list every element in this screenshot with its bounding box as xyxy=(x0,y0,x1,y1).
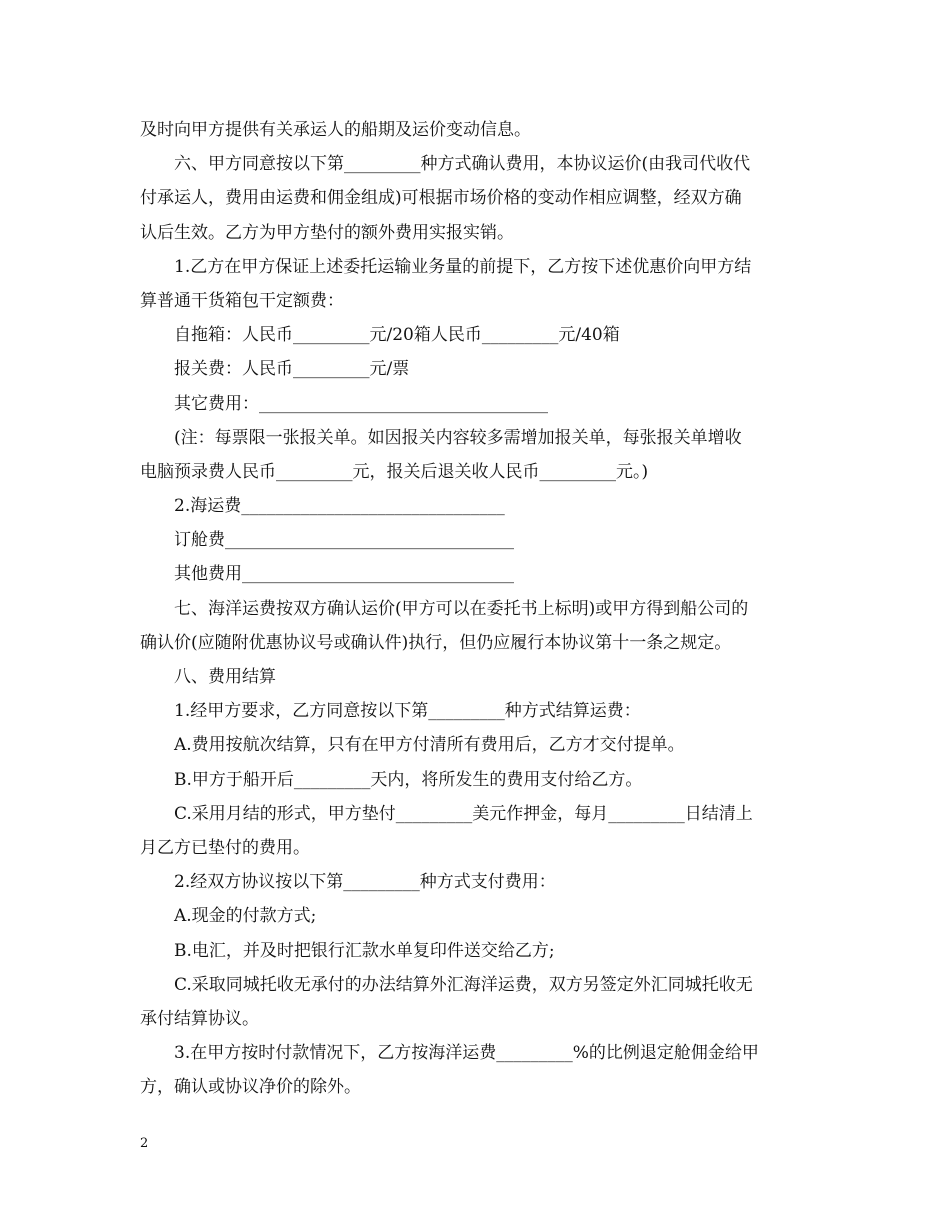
text-line: 认后生效。乙方为甲方垫付的额外费用实报实销。 xyxy=(140,222,514,243)
text-line: 报关费：人民币_________元/票 xyxy=(174,359,410,380)
text-line: 承付结算协议。 xyxy=(140,1008,259,1029)
text-line: 2.海运费_______________________________ xyxy=(174,496,505,517)
text-line: 订舱费__________________________________ xyxy=(174,530,514,551)
text-line: B.电汇，并及时把银行汇款水单复印件送交给乙方; xyxy=(174,940,555,961)
text-line: 算普通干货箱包干定额费： xyxy=(140,290,344,311)
text-line: 方，确认或协议净价的除外。 xyxy=(140,1077,361,1098)
text-line: 七、海洋运费按双方确认运价(甲方可以在委托书上标明)或甲方得到船公司的 xyxy=(174,598,749,619)
text-line: B.甲方于船开后_________天内，将所发生的费用支付给乙方。 xyxy=(174,769,643,790)
text-line: 2.经双方协议按以下第_________种方式支付费用： xyxy=(174,872,556,893)
text-line: 月乙方已垫付的费用。 xyxy=(140,837,310,858)
text-line: 八、费用结算 xyxy=(174,667,276,687)
text-line: 电脑预录费人民币_________元，报关后退关收人民币_________元。) xyxy=(140,461,649,482)
text-line: C.采用月结的形式，甲方垫付_________美元作押金，每月_________日结清上 xyxy=(174,803,753,824)
page-number: 2 xyxy=(140,1136,149,1151)
text-line: A.现金的付款方式; xyxy=(174,906,317,927)
text-line: A.费用按航次结算，只有在甲方付清所有费用后，乙方才交付提单。 xyxy=(174,735,685,756)
text-line: (注：每票限一张报关单。如因报关内容较多需增加报关单，每张报关单增收 xyxy=(174,427,742,448)
text-line: 自拖箱：人民币_________元/20箱人民币_________元/40箱 xyxy=(174,325,620,346)
text-line: C.采取同城托收无承付的办法结算外汇海洋运费，双方另签定外汇同城托收无 xyxy=(174,974,753,995)
text-line: 及时向甲方提供有关承运人的船期及运价变动信息。 xyxy=(140,120,531,140)
text-line: 六、甲方同意按以下第_________种方式确认费用，本协议运价(由我司代收代 xyxy=(174,154,751,175)
text-line: 确认价(应随附优惠协议号或确认件)执行，但仍应履行本协议第十一条之规定。 xyxy=(140,632,732,653)
document-body xyxy=(140,113,820,1104)
text-line: 3.在甲方按时付款情况下，乙方按海洋运费_________%的比例退定舱佣金给甲 xyxy=(174,1043,759,1064)
text-line: 1.经甲方要求，乙方同意按以下第_________种方式结算运费： xyxy=(174,701,641,722)
text-line: 付承运人，费用由运费和佣金组成)可根据市场价格的变动作相应调整，经双方确 xyxy=(140,188,742,209)
text-line: 1.乙方在甲方保证上述委托运输业务量的前提下，乙方按下述优惠价向甲方结 xyxy=(174,256,752,277)
text-line: 其它费用：__________________________________ xyxy=(174,393,548,414)
text-line: 其他费用________________________________ xyxy=(174,564,514,585)
